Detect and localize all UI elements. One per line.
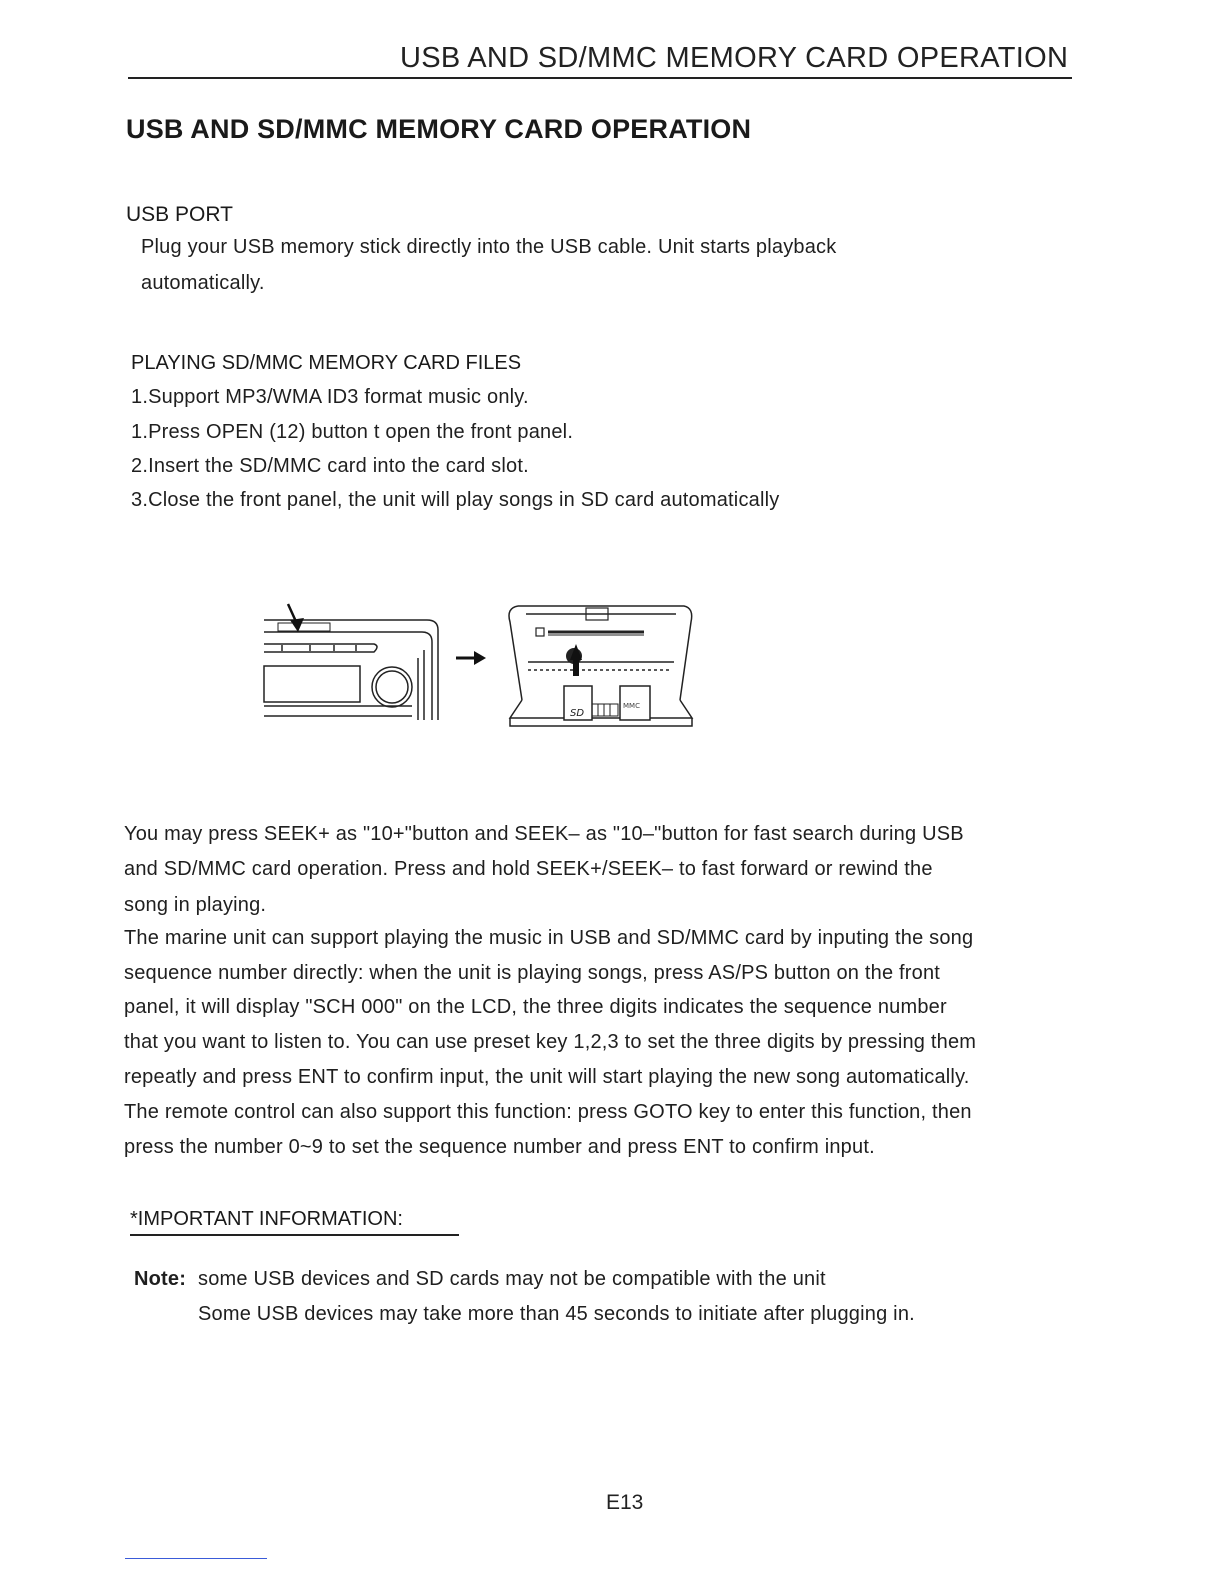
note-line: Some USB devices may take more than 45 seconds to initiate after plugging in. xyxy=(198,1303,915,1325)
arrow-down-icon xyxy=(288,604,304,632)
step-item: 1.Press OPEN (12) button t open the front panel. xyxy=(131,421,574,443)
footer-line xyxy=(125,1558,267,1559)
body-line: You may press SEEK+ as "10+"button and SEEK– as "10–"button for fast search during USB xyxy=(124,823,964,845)
step-item: 3.Close the front panel, the unit will play songs in SD card automatically xyxy=(131,489,780,511)
body-line: The marine unit can support playing the music in USB and SD/MMC card by inputing the song xyxy=(124,927,974,949)
body-line: song in playing. xyxy=(124,894,267,916)
body-line: and SD/MMC card operation. Press and hold SEEK+/SEEK– to fast forward or rewind the xyxy=(124,858,933,880)
usb-port-line: Plug your USB memory stick directly into the USB cable. Unit starts playback xyxy=(141,236,837,258)
mmc-card-label: MMC xyxy=(623,702,640,710)
usb-port-heading: USB PORT xyxy=(126,203,233,226)
note-line: some USB devices and SD cards may not be compatible with the unit xyxy=(198,1268,826,1290)
running-header-title: USB AND SD/MMC MEMORY CARD OPERATION xyxy=(400,42,1069,74)
page-number: E13 xyxy=(606,1491,644,1514)
body-line: sequence number directly: when the unit is playing songs, press AS/PS button on the front xyxy=(124,962,941,984)
arrow-right-icon xyxy=(454,649,488,667)
important-rule xyxy=(130,1234,459,1236)
usb-port-line: automatically. xyxy=(141,272,265,294)
body-line: panel, it will display "SCH 000" on the LCD, the three digits indicates the sequence number xyxy=(124,996,947,1018)
sd-card-label: SD xyxy=(570,708,585,719)
page-title: USB AND SD/MMC MEMORY CARD OPERATION xyxy=(126,114,752,144)
body-line: repeatly and press ENT to confirm input, the unit will start playing the new song automatically. xyxy=(124,1066,970,1088)
card-slot-illustration xyxy=(504,600,698,734)
important-heading: *IMPORTANT INFORMATION: xyxy=(130,1208,403,1230)
step-item: 2.Insert the SD/MMC card into the card slot. xyxy=(131,455,529,477)
body-line: The remote control can also support this function: press GOTO key to enter this function, then xyxy=(124,1101,972,1123)
header-rule xyxy=(128,77,1072,79)
step-item: 1.Support MP3/WMA ID3 format music only. xyxy=(131,386,529,408)
note-label: Note: xyxy=(134,1268,187,1290)
head-unit-illustration xyxy=(262,600,444,724)
body-line: that you want to listen to. You can use preset key 1,2,3 to set the three digits by pressing them xyxy=(124,1031,977,1053)
playing-sd-heading: PLAYING SD/MMC MEMORY CARD FILES xyxy=(131,352,522,374)
body-line: press the number 0~9 to set the sequence number and press ENT to confirm input. xyxy=(124,1136,875,1158)
